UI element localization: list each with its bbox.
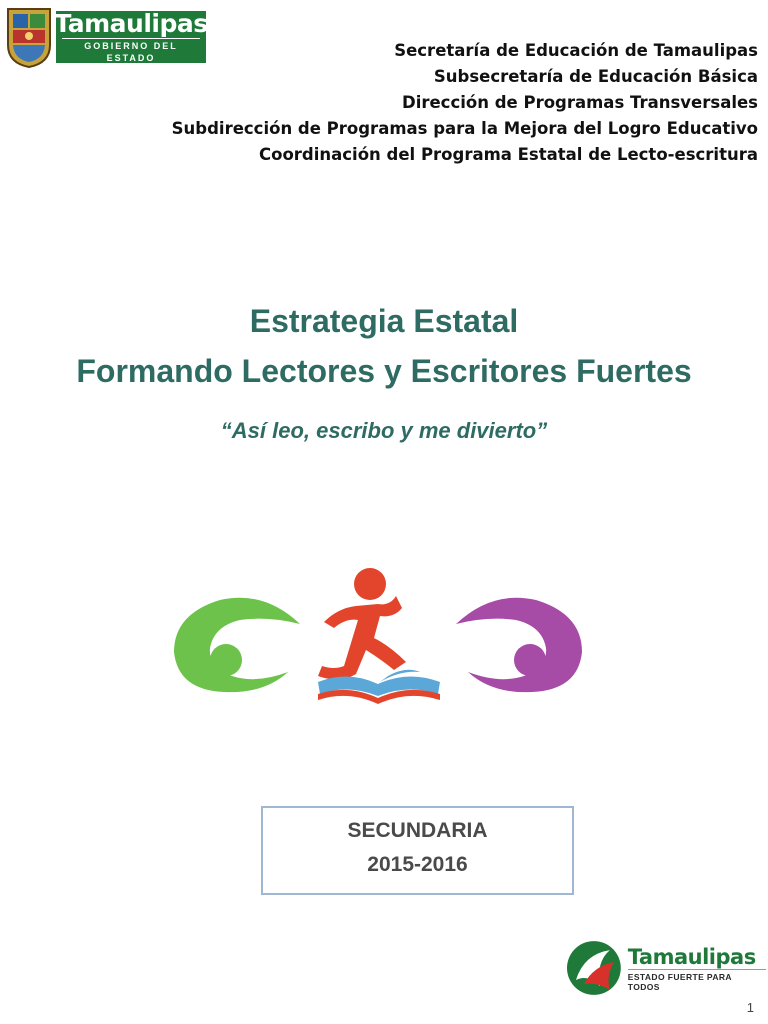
state-coat-of-arms-icon	[4, 5, 54, 69]
document-title	[0, 296, 768, 396]
school-year: 2015-2016	[367, 853, 468, 876]
title-line-2: Formando Lectores y Escritores Fuertes	[76, 353, 692, 389]
header-line: Subdirección de Programas para la Mejora del Logro Educativo	[171, 119, 758, 138]
brand-name: Tamaulipas	[54, 9, 208, 38]
school-level-box	[261, 806, 574, 895]
state-emblem-icon	[566, 940, 622, 996]
title-line-1: Estrategia Estatal	[249, 303, 519, 339]
header-line: Dirección de Programas Transversales	[402, 93, 758, 112]
institution-header	[172, 38, 758, 168]
header-line: Coordinación del Programa Estatal de Lecto-escritura	[259, 145, 758, 164]
page-number: 1	[746, 1000, 754, 1015]
header-line: Secretaría de Educación de Tamaulipas	[394, 41, 758, 60]
tamaulipas-state-logo	[566, 938, 766, 998]
school-level: SECUNDARIA	[347, 819, 488, 842]
brand-subtitle: GOBIERNO DEL ESTADO	[62, 38, 200, 64]
state-logo-slogan: ESTADO FUERTE PARA TODOS	[628, 969, 766, 992]
state-logo-name: Tamaulipas	[627, 944, 756, 969]
header-line: Subsecretaría de Educación Básica	[433, 67, 758, 86]
reading-program-logo-icon	[168, 566, 588, 722]
slogan: “Así leo, escribo y me divierto”	[220, 418, 548, 443]
